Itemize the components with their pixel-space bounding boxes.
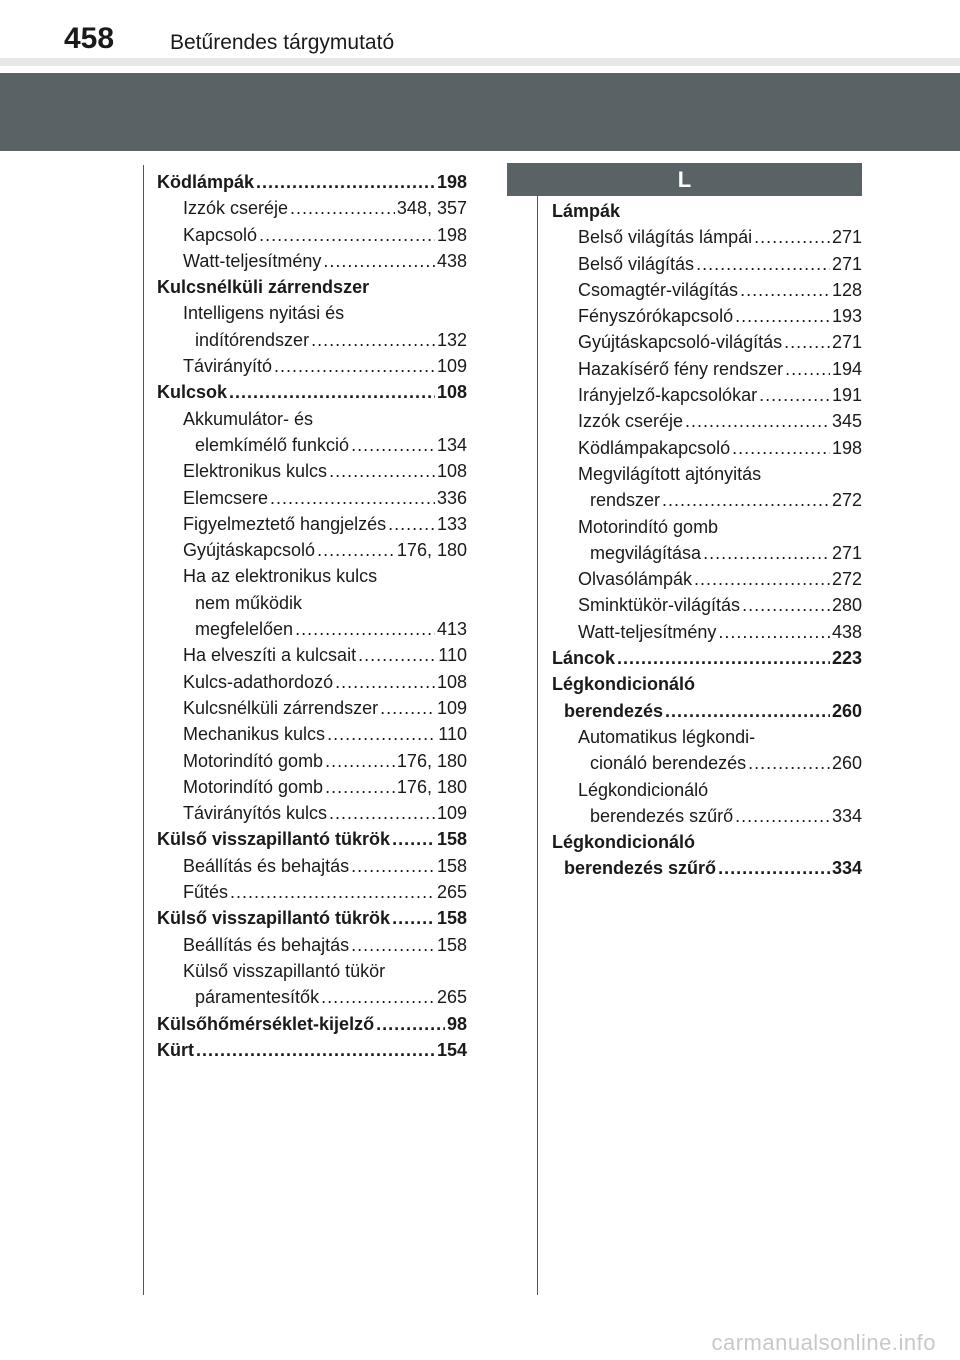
dot-leader [392,826,435,852]
index-subentry [157,590,467,616]
index-subentry [157,563,467,589]
index-subentry [552,540,862,566]
dot-leader [694,566,830,592]
index-term: megvilágítása [590,542,702,563]
index-subentry [157,853,467,879]
index-subentry [157,695,467,721]
index-term: Elemcsere [183,487,269,508]
index-term: Intelligens nyitási és [183,303,345,324]
index-entry [552,698,862,724]
page-reference: 260 [831,700,862,721]
page-reference: 109 [436,356,467,377]
page-reference: 265 [436,882,467,903]
dot-leader [380,695,435,721]
page-reference: 271 [831,227,862,248]
index-term: Irányjelző-kapcsolókar [578,385,758,406]
dot-leader [740,277,830,303]
dot-leader [229,379,435,405]
page-reference: 334 [831,805,862,826]
index-term: Légkondicionáló [552,832,696,853]
dot-leader [665,698,830,724]
index-term: Légkondicionáló [552,674,696,695]
header-divider [0,58,960,66]
dot-leader [703,540,830,566]
index-subentry [157,879,467,905]
index-term: Mechanikus kulcs [183,724,326,745]
dot-leader [259,222,435,248]
index-term: Láncok [552,648,616,669]
index-subentry [157,511,467,537]
page-reference: 271 [831,332,862,353]
dot-leader [317,537,395,563]
page-reference: 154 [436,1039,467,1060]
index-term: indítórendszer [195,329,310,350]
index-subentry [157,616,467,642]
page-reference: 158 [436,829,467,850]
index-term: Beállítás és behajtás [183,934,350,955]
index-term: Olvasólámpák [578,569,693,590]
dot-leader [718,855,830,881]
index-term: Izzók cseréje [578,411,684,432]
index-subentry [157,642,467,668]
page-reference: 265 [436,987,467,1008]
watermark: carmanualsonline.info [711,1330,936,1355]
index-term: Figyelmeztető hangjelzés [183,513,387,534]
index-term: Hazakísérő fény rendszer [578,358,784,379]
index-term: Watt-teljesítmény [183,250,322,271]
page-reference: 109 [436,803,467,824]
index-term: Külsőhőmérséklet-kijelző [157,1013,375,1034]
page-reference: 334 [831,858,862,879]
index-term: Kapcsoló [183,224,258,245]
index-subentry [552,224,862,250]
index-subentry [552,592,862,618]
dot-leader [351,432,435,458]
index-subentry [552,724,862,750]
index-term: Lámpák [552,201,621,221]
index-term: Motorindító gomb [578,516,719,537]
index-entry [157,169,467,195]
dot-leader [742,592,830,618]
index-subentry [552,356,862,382]
dot-leader [388,511,435,537]
index-subentry [552,461,862,487]
dot-leader [754,224,830,250]
dot-leader [256,169,435,195]
page-reference: 198 [436,224,467,245]
page-reference: 191 [831,385,862,406]
index-subentry [157,248,467,274]
index-entry [157,274,467,300]
column-rule-left [143,165,144,1295]
page-reference: 271 [831,542,862,563]
page-reference: 272 [831,569,862,590]
dot-leader [196,1037,435,1063]
index-term: Kürt [157,1039,194,1060]
page-reference: 108 [436,671,467,692]
dot-leader [270,485,435,511]
index-term: Kulcsnélküli zárrendszer [183,697,379,718]
dot-leader [325,774,395,800]
dot-leader [274,353,435,379]
dot-leader [327,721,436,747]
index-term: Ködlámpák [157,172,255,192]
dot-leader [351,853,435,879]
index-term: Távirányító [183,356,273,377]
index-subentry [157,800,467,826]
dot-leader [617,645,830,671]
index-subentry [552,408,862,434]
index-subentry [552,251,862,277]
index-subentry [157,774,467,800]
index-term: berendezés szűrő [564,858,717,879]
index-term: Távirányítós kulcs [183,803,328,824]
index-term: nem működik [195,592,303,613]
page-reference: 176, 180 [396,776,467,797]
index-subentry [157,669,467,695]
index-term: Külső visszapillantó tükrök [157,908,391,929]
index-subentry [552,329,862,355]
page-header [0,0,960,66]
index-subentry [157,406,467,432]
page-title: Betűrendes tárgymutató [170,31,395,54]
index-term: Kulcsnélküli zárrendszer [157,277,370,298]
dot-leader [311,327,435,353]
page-reference: 176, 180 [396,540,467,561]
page-reference: 108 [436,461,467,482]
index-subentry [552,777,862,803]
page-reference: 198 [831,437,862,458]
index-subentry [157,300,467,326]
index-term: berendezés szűrő [590,805,734,826]
index-subentry [552,303,862,329]
dot-leader [748,750,830,776]
index-term: megfelelően [195,619,294,640]
page-reference: 223 [831,648,862,669]
index-entry [157,1011,467,1037]
index-term: Elektronikus kulcs [183,461,328,482]
index-subentry [157,537,467,563]
index-term: cionáló berendezés [590,753,747,774]
index-term: Légkondicionáló [578,779,709,800]
index-term: Ködlámpakapcsoló [578,437,731,458]
index-subentry [157,485,467,511]
index-term: Akkumulátor- és [183,408,314,429]
index-subentry [552,514,862,540]
index-term: Izzók cseréje [183,198,289,219]
index-term: elemkímélő funkció [195,434,350,455]
index-term: páramentesítők [195,987,320,1008]
index-term: Motorindító gomb [183,750,324,771]
index-subentry [552,382,862,408]
index-subentry [157,222,467,248]
page-reference: 198 [436,172,467,192]
index-term: berendezés [564,700,664,721]
index-subentry [157,327,467,353]
dot-leader [323,248,435,274]
dot-leader [685,408,830,434]
dot-leader [784,329,830,355]
page-reference: 260 [831,753,862,774]
page-reference: 280 [831,595,862,616]
index-term: Automatikus légkondi- [578,726,756,747]
page-reference: 109 [436,697,467,718]
page-reference: 438 [831,621,862,642]
index-term: Beállítás és behajtás [183,855,350,876]
page-reference: 158 [436,934,467,955]
index-column-right [552,198,862,882]
index-subentry [552,487,862,513]
page-reference: 128 [831,279,862,300]
index-term: Fűtés [183,882,229,903]
index-subentry [157,958,467,984]
dot-leader [321,984,435,1010]
index-subentry [157,195,467,221]
dot-leader [290,195,395,221]
index-term: Sminktükör-világítás [578,595,741,616]
index-term: Megvilágított ajtónyitás [578,463,762,484]
index-entry [552,645,862,671]
dot-leader [335,669,435,695]
dot-leader [735,303,830,329]
index-term: Csomagtér-világítás [578,279,739,300]
dot-leader [329,800,435,826]
index-subentry [157,353,467,379]
index-subentry [157,748,467,774]
index-term: Gyújtáskapcsoló [183,540,316,561]
index-term: Ha az elektronikus kulcs [183,566,378,587]
index-entry [552,198,862,224]
page-reference: 272 [831,490,862,511]
index-column-left [157,169,467,1063]
index-subentry [552,566,862,592]
dot-leader [732,435,830,461]
index-term: Gyújtáskapcsoló-világítás [578,332,783,353]
page-reference: 438 [436,250,467,271]
dot-leader [351,932,435,958]
index-entry [157,1037,467,1063]
page-reference: 176, 180 [396,750,467,771]
index-subentry [552,750,862,776]
page-reference: 345 [831,411,862,432]
index-subentry [552,435,862,461]
index-term: Ha elveszíti a kulcsait [183,645,357,666]
dot-leader [392,905,435,931]
dot-leader [662,487,830,513]
page-reference: 158 [436,855,467,876]
page-reference: 158 [436,908,467,929]
index-term: Motorindító gomb [183,776,324,797]
dot-leader [329,458,435,484]
index-entry [157,379,467,405]
index-entry [552,671,862,697]
page-reference: 193 [831,306,862,327]
page-reference: 271 [831,253,862,274]
page-reference: 110 [438,645,467,666]
index-term: Fényszórókapcsoló [578,306,734,327]
index-term: Watt-teljesítmény [578,621,717,642]
page-reference: 110 [438,724,467,745]
index-entry [157,905,467,931]
index-term: Kulcs-adathordozó [183,671,334,692]
index-subentry [157,932,467,958]
index-subentry [157,458,467,484]
index-entry [552,855,862,881]
index-term: Külső visszapillantó tükör [183,960,386,981]
page-reference: 134 [436,434,467,455]
dot-leader [376,1011,445,1037]
dot-leader [785,356,830,382]
page-reference: 348, 357 [396,198,467,219]
index-subentry [552,803,862,829]
index-term: Kulcsok [157,382,228,403]
index-subentry [552,277,862,303]
index-subentry [157,432,467,458]
index-subentry [157,721,467,747]
page-number: 458 [64,22,115,55]
page-reference: 336 [436,487,467,508]
index-term: rendszer [590,490,661,511]
index-term: Belső világítás lámpái [578,227,753,248]
index-subentry [552,619,862,645]
dot-leader [295,616,435,642]
index-term: Belső világítás [578,253,695,274]
dot-leader [230,879,435,905]
page-reference: 133 [436,513,467,534]
section-banner [0,73,960,151]
dot-leader [325,748,395,774]
column-rule-middle [537,165,538,1295]
dot-leader [696,251,830,277]
section-letter-header: L [507,163,862,196]
index-entry [552,829,862,855]
page-reference: 194 [831,358,862,379]
index-term: Külső visszapillantó tükrök [157,829,391,850]
page-reference: 413 [436,619,467,640]
page-reference: 132 [436,329,467,350]
dot-leader [358,642,436,668]
index-entry [157,826,467,852]
page-reference: 98 [446,1013,467,1034]
page-reference: 108 [436,382,467,403]
dot-leader [718,619,830,645]
dot-leader [735,803,830,829]
index-subentry [157,984,467,1010]
dot-leader [759,382,830,408]
